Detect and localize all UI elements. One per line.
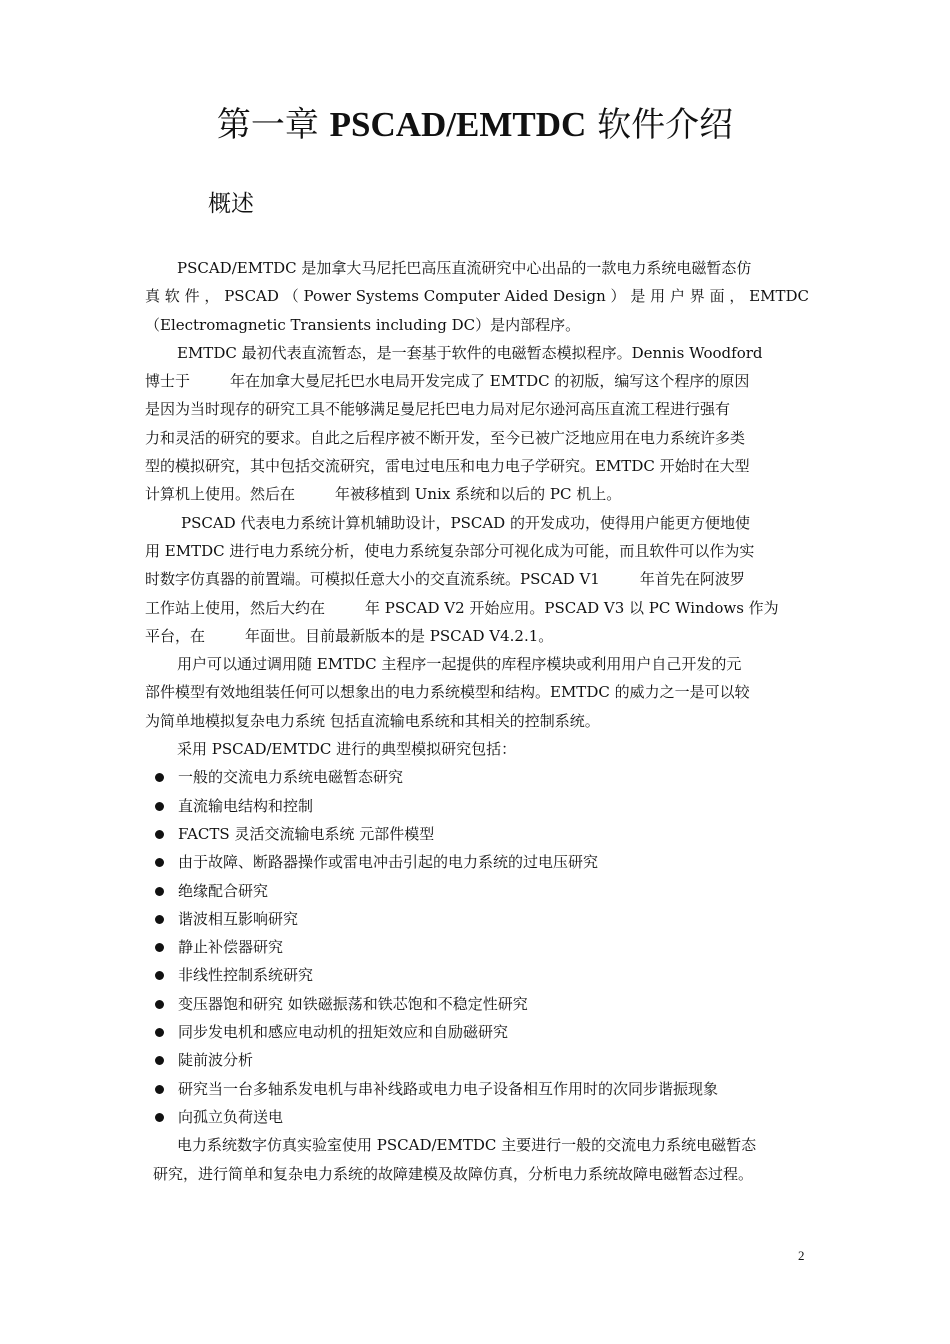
bullet-text: 同步发电机和感应电动机的扭矩效应和自励磁研究 <box>178 1023 509 1042</box>
bullet-text: 一般的交流电力系统电磁暂态研究 <box>178 768 404 787</box>
paragraph5-line2: 研究，进行简单和复杂电力系统的故障建模及故障仿真，分析电力系统故障电磁暂态过程。 <box>153 1164 754 1183</box>
bullet-icon <box>155 1028 164 1037</box>
bullet-icon <box>155 773 164 782</box>
list-item <box>145 1103 809 1131</box>
list-item <box>145 877 809 905</box>
paragraph1-line2: 真 软 件 ， PSCAD （ Power Systems Computer Aided Design ） 是 用 户 界 面 ， EMTDC <box>145 287 809 306</box>
paragraph2-line5: 型的模拟研究，其中包括交流研究，雷电过电压和电力电子学研究。EMTDC 开始时在大型 <box>145 457 750 476</box>
paragraph4-line1: 用户可以通过调用随 EMTDC 主程序一起提供的库程序模块或利用用户自己开发的元 <box>177 655 742 674</box>
bullet-icon <box>155 971 164 980</box>
paragraph1-line1: PSCAD/EMTDC 是加拿大马尼托巴高压直流研究中心出品的一款电力系统电磁暂态仿 <box>177 259 752 277</box>
paragraph4-line2: 部件模型有效地组装任何可以想象出的电力系统模型和结构。EMTDC 的威力之一是可以较 <box>145 683 750 702</box>
list-item <box>145 792 809 820</box>
bullet-text: 向孤立负荷送电 <box>178 1107 284 1126</box>
bullet-icon <box>155 1056 164 1065</box>
list-item <box>145 1018 809 1046</box>
list-item <box>145 1046 809 1074</box>
paragraph3-line4 <box>145 594 809 622</box>
paragraph3-line4b: 年 PSCAD V2 开始应用。PSCAD V3 以 PC Windows 作为 <box>365 598 779 617</box>
bullet-icon <box>155 858 164 867</box>
bullet-text: 谐波相互影响研究 <box>178 909 299 928</box>
page-title <box>0 100 950 150</box>
bullet-icon <box>155 887 164 896</box>
paragraph5-line1: 电力系统数字仿真实验室使用 PSCAD/EMTDC 主要进行一般的交流电力系统电磁暂态 <box>177 1136 757 1155</box>
list-item <box>145 905 809 933</box>
list-item <box>145 1075 809 1103</box>
paragraph3-line3 <box>145 565 809 593</box>
bullet-text: 变压器饱和研究 如铁磁振荡和铁芯饱和不稳定性研究 <box>178 994 528 1013</box>
title-suffix: 软件介绍 <box>586 105 734 145</box>
paragraph1-line3: （Electromagnetic Transients including DC）是内部程序。 <box>145 315 581 334</box>
bullet-text: FACTS 灵活交流输电系统 元部件模型 <box>178 824 435 843</box>
bullet-icon <box>155 830 164 839</box>
paragraph2-line6b: 年被移植到 Unix 系统和以后的 PC 机上。 <box>335 485 622 504</box>
paragraph2-line6 <box>145 480 809 508</box>
bullet-icon <box>155 1000 164 1009</box>
paragraph3-line3a: 时数字仿真器的前置端。可模拟任意大小的交直流系统。PSCAD V1 <box>145 570 600 589</box>
bullet-icon <box>155 1085 164 1094</box>
list-item <box>145 848 809 876</box>
paragraph2-line6a: 计算机上使用。然后在 <box>145 485 296 504</box>
paragraph3-line5 <box>145 622 809 650</box>
bullet-text: 非线性控制系统研究 <box>178 966 314 985</box>
paragraph2-line2a: 博士于 <box>145 372 191 391</box>
bullet-text: 由于故障、断路器操作或雷电冲击引起的电力系统的过电压研究 <box>178 853 599 872</box>
bullet-icon <box>155 943 164 952</box>
list-item <box>145 961 809 989</box>
paragraph3-line5a: 平台，在 <box>145 626 206 645</box>
paragraph2-line2b: 年在加拿大曼尼托巴水电局开发完成了 EMTDC 的初版，编写这个程序的原因 <box>230 372 750 391</box>
paragraph3-line5b: 年面世。目前最新版本的是 PSCAD V4.2.1。 <box>245 626 554 645</box>
paragraph2-line4: 力和灵活的研究的要求。自此之后程序被不断开发，至今已被广泛地应用在电力系统许多类 <box>145 428 746 447</box>
bullet-text: 陡前波分析 <box>178 1051 254 1070</box>
paragraph3-line3b: 年首先在阿波罗 <box>639 570 745 589</box>
paragraph3-line2: 用 EMTDC 进行电力系统分析，使电力系统复杂部分可视化成为可能，而且软件可以作为实 <box>145 541 755 560</box>
paragraph4-line3: 为简单地模拟复杂电力系统 包括直流输电系统和其相关的控制系统。 <box>145 711 600 730</box>
list-item <box>145 763 809 791</box>
list-item <box>145 820 809 848</box>
paragraph2-line2 <box>145 367 809 395</box>
bullet-text: 直流输电结构和控制 <box>178 796 314 815</box>
bullet-text: 静止补偿器研究 <box>178 938 284 957</box>
page-number: 2 <box>798 1248 805 1263</box>
bullet-icon <box>155 1113 164 1122</box>
paragraph3-line4a: 工作站上使用，然后大约在 <box>145 598 326 617</box>
bullet-icon <box>155 802 164 811</box>
paragraph2-line1: EMTDC 最初代表直流暂态，是一套基于软件的电磁暂态模拟程序。Dennis Woodford <box>177 343 763 362</box>
paragraph3-line1: PSCAD 代表电力系统计算机辅助设计，PSCAD 的开发成功，使得用户能更方便地使 <box>181 513 750 532</box>
section-heading: 概述 <box>208 191 254 217</box>
list-intro: 采用 PSCAD/EMTDC 进行的典型模拟研究包括： <box>177 740 517 759</box>
bullet-text: 研究当一台多轴系发电机与串补线路或电力电子设备相互作用时的次同步谐振现象 <box>178 1079 719 1098</box>
list-item <box>145 990 809 1018</box>
list-item <box>145 933 809 961</box>
body-text <box>145 254 809 1188</box>
title-latin: PSCAD/EMTDC <box>329 105 587 144</box>
bullet-text: 绝缘配合研究 <box>178 881 269 900</box>
title-prefix: 第一章 <box>216 105 330 145</box>
paragraph2-line3: 是因为当时现存的研究工具不能够满足曼尼托巴电力局对尼尔逊河高压直流工程进行强有 <box>145 400 731 419</box>
bullet-icon <box>155 915 164 924</box>
